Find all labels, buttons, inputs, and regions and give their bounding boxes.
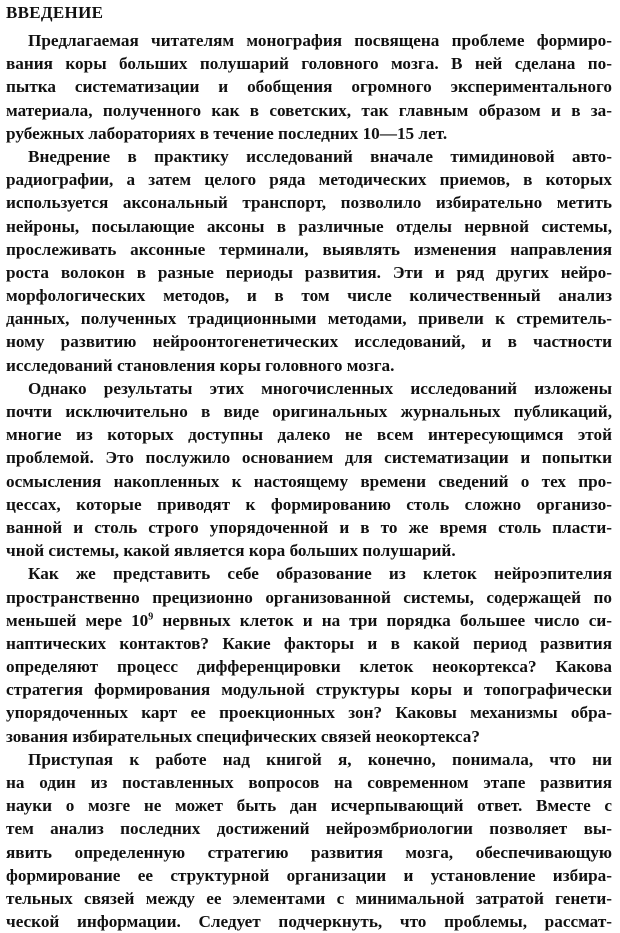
text-line: прослеживать аксонные терминали, выявлять изменения направления — [6, 239, 612, 259]
text-line: формирование ее структурной организации и установление избира- — [6, 865, 612, 885]
text-line: наптических контактов? Какие факторы и в какой период развития — [6, 633, 612, 653]
paragraph-5 — [6, 748, 612, 933]
text-line: Однако результаты этих многочисленных исследований изложены — [28, 378, 612, 398]
text-line: Приступая к работе над книгой я, конечно, понимала, что ни — [28, 749, 612, 769]
text-line: радиографии, а затем целого ряда методических приемов, в которых — [6, 170, 612, 190]
text-line: ванной и столь строго упорядоченной и в то же время столь пласти- — [6, 517, 612, 537]
text-fragment: нервных клеток и на три порядка большее число си- — [153, 610, 612, 630]
paragraph-1 — [6, 29, 612, 145]
text-line: материала, полученного как в советских, так главным образом и в за- — [6, 100, 612, 120]
text-line: зования избирательных специфических связей неокортекса? — [6, 726, 480, 746]
text-line: явить определенную стратегию развития мозга, обеспечивающую — [6, 842, 612, 862]
text-line: тем анализ последних достижений нейроэмбриологии позволяет вы- — [6, 819, 612, 839]
text-line: вания коры больших полушарий головного мозга. В ней сделана по- — [6, 54, 612, 74]
text-line: чной системы, какой является кора больших полушарий. — [6, 541, 456, 561]
text-line-with-exponent — [6, 609, 612, 632]
text-line: стратегия формирования модульной структуры коры и топографически — [6, 680, 612, 700]
text-line: осмысления накопленных к настоящему времени сведений о тех про- — [6, 471, 612, 491]
text-line: исследований становления коры головного мозга. — [6, 355, 395, 375]
text-line: рубежных лабораториях в течение последних 10—15 лет. — [6, 123, 448, 143]
text-line: ческой информации. Следует подчеркнуть, что проблемы, рассмат- — [6, 912, 612, 932]
text-line: Как же представить себе образование из клеток нейроэпителия — [28, 564, 612, 584]
text-line: многие из которых доступны далеко не всем интересующимся этой — [6, 425, 612, 445]
text-line: данных, полученных традиционными методами, привели к стремитель- — [6, 309, 612, 329]
text-line: морфологических методов, и в том числе количественный анализ — [6, 286, 612, 306]
text-line: цессах, которые приводят к формированию столь сложно организо- — [6, 494, 612, 514]
text-line: роста волокон в разные периоды развития. Эти и ряд других нейро- — [6, 262, 612, 282]
text-line: пространственно прецизионно организованной системы, содержащей по — [6, 587, 612, 607]
text-line: пытка систематизации и обобщения огромного экспериментального — [6, 77, 612, 97]
text-line: Внедрение в практику исследований вначале тимидиновой авто- — [28, 146, 612, 166]
text-fragment: меньшей мере 10 — [6, 610, 149, 630]
text-line: науки о мозге не может быть дан исчерпывающий ответ. Вместе с — [6, 796, 612, 816]
text-line: Предлагаемая читателям монография посвящена проблеме формиро- — [28, 31, 612, 50]
text-line: тельных связей между ее элементами с минимальной затратой генети- — [6, 888, 612, 908]
text-line: определяют процесс дифференцировки клеток неокортекса? Какова — [6, 657, 612, 677]
text-line: упорядоченных карт ее проекционных зон? Каковы механизмы обра- — [6, 703, 612, 723]
paragraph-4 — [6, 562, 612, 748]
exponent: 9 — [148, 610, 154, 622]
document-page — [6, 0, 612, 932]
text-line: на один из поставленных вопросов на современном этапе развития — [6, 773, 612, 792]
text-line: проблемой. Это послужило основанием для систематизации и попытки — [6, 448, 612, 468]
paragraph-3 — [6, 377, 612, 563]
paragraph-2 — [6, 145, 612, 377]
text-line: используется аксональный транспорт, позволило избирательно метить — [6, 193, 612, 213]
section-heading: ВВЕДЕНИЕ — [6, 3, 104, 22]
text-line: нейроны, посылающие аксоны в различные отделы нервной системы, — [6, 216, 612, 236]
text-line: ному развитию нейроонтогенетических исследований, и в частности — [6, 332, 612, 352]
text-line: почти исключительно в виде оригинальных журнальных публикаций, — [6, 402, 612, 421]
